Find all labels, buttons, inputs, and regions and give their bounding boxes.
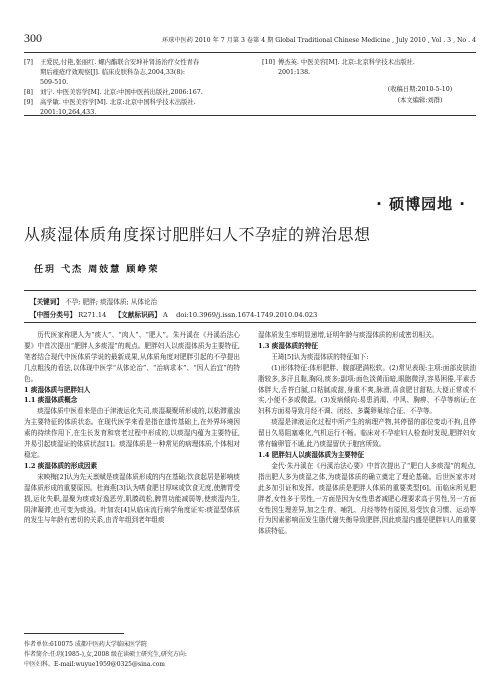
paragraph: 痰湿体质中医看来是由于津液运化失司,痰湿凝聚所形成的,以粘滞重浊为主要特征的体质状态。在现代医学来看是指在遗传基础上,在外界环境因素的持续作用下,在生长发育和衰老过程中形成的,以痰湿内蕴为主要特征,并易引起痰湿证的体质状态[1]。痰湿体质是一种常见的病理体质,个体相对稳定。 — [24, 407, 240, 459]
editor-note: (本文编辑:刘群) — [397, 97, 443, 104]
references-left — [24, 58, 246, 118]
reference-number: [7] — [24, 59, 33, 66]
refs-end-rule — [24, 115, 476, 116]
header-rule — [24, 52, 476, 53]
footnote-line: 作者单位:610075 成都中医药大学临床医学院 — [24, 641, 147, 648]
footnotes — [24, 640, 244, 670]
keyword-top-rule — [24, 290, 476, 291]
reference-text — [278, 58, 476, 78]
clc-text: R271.14 — [78, 311, 107, 319]
section-heading-1: 1 痰湿体质与肥胖妇人 — [24, 385, 91, 394]
footnote-line: 作者简介:任玥(1985-),女,2008 级在读硕士研究生,研究方向: — [24, 651, 187, 658]
reference-line: 王爱民,付艳,张丽红. 螺内酯联合安坤补肾汤治疗女性青春 — [40, 59, 200, 66]
paragraph: 历代医家称肥人为“痰人”、“肉人”、“肥人”。朱丹溪在《丹溪治法心要》中首次提出“肥胖人多痰湿”的观点。肥胖妇人以痰湿体质为主要特征,笔者结合现代中医体质学说的最新成果,从体质角度对肥胖引起的不孕提出几点粗浅的看法,以体现中医学“从体论治”、“治病求本”、“因人治宜”的特色。 — [24, 331, 240, 383]
reference-line: 高学敏. 中医美容学[M]. 北京:北京中国科学技术出版社. — [40, 99, 196, 106]
page-number: 300 — [24, 31, 42, 45]
code-label: 【文献标识码】 — [114, 311, 161, 319]
reference-line: 傅杰英. 中医美容[M]. 北京:北京科学技术出版社. — [278, 59, 415, 66]
keyword-row — [30, 296, 157, 306]
reference-number: [10] — [262, 59, 275, 66]
section-heading-2: 1.1 痰湿体质概念 — [24, 396, 78, 405]
reference-item — [24, 88, 246, 98]
reference-number: [8] — [24, 89, 33, 96]
article-title: 从痰湿体质角度探讨肥胖妇人不孕症的辨治思想 — [24, 225, 371, 244]
article-authors: 任玥 弋杰 周妓慧 顾峥荣 — [34, 265, 160, 275]
reference-text — [40, 58, 246, 88]
reference-item — [262, 58, 476, 78]
reference-number: [9] — [24, 99, 33, 106]
body-right-column — [258, 330, 476, 537]
keyword-text: 不孕; 肥胖; 痰湿体质; 从体论治 — [65, 298, 158, 306]
reference-line: 2001:138. — [278, 69, 311, 76]
doi-text: doi:10.3969/j.issn.1674-1749.2010.04.023 — [176, 311, 318, 319]
paragraph: 金代·朱丹溪在《丹溪治法心要》中首次提出了“肥白人多痰湿”的观点,指出肥人多为痰湿之体,为痰湿体质的确立奠定了理论基础。后世医家亦对此多加引证和发挥。痰湿体质是肥胖人体质的重要类型[6]。而临床所见肥胖者,女性多于男性,一方面是因为女性患者减肥心理要求高于男性,另一方面女性因生理差异,加之生育、哺乳、月经等特有原因,易受饮食习惯、运动等行为因素影响而发生脂代谢失衡导致肥胖,因此痰湿内盛是肥胖妇人的重要体质特征。 — [258, 461, 476, 536]
reference-line: 期后痤疮疗效观察[J]. 临床皮肤科杂志,2004,33(8): — [40, 69, 185, 76]
paragraph-continued: 湿体质发生率明显递增,证明年龄与痰湿体质的形成密切相关。 — [258, 331, 439, 339]
references-right — [262, 58, 476, 78]
paragraph: 宋映梅[2]认为先天禀赋是痰湿体质形成的内在基础;饮食起居是影响痰湿体质形成的重要原因。杜海燕[3]认为嗜食肥甘厚味或饮食无度,使脾胃受损,运化失职,湿聚为痰或好逸恶劳,肌腠疏松,脾胃功能减弱等,使痰湿内生,阴津凝滞,也可变为痰浊。叶加农[4]从临床流行病学角度证实:痰湿型体质的发生与年龄有密切的关系,由青年组到老年组痰 — [24, 472, 240, 525]
page-header — [24, 31, 476, 48]
footnote-line: 中医妇科。E-mail:wuyue1959@0325@sina.com — [24, 661, 165, 668]
keyword-bottom-rule — [24, 322, 476, 323]
code-text: A — [162, 311, 168, 319]
section-heading-2: 1.2 痰湿体质的形成因素 — [24, 461, 98, 470]
clc-label: 【中图分类号】 — [30, 311, 77, 319]
reference-line: 509-510. — [40, 79, 69, 86]
article-dates — [378, 84, 462, 106]
reference-item — [24, 58, 246, 88]
keyword-label: 【关键词】 — [30, 298, 63, 306]
paragraph: (1)形体特征:体形肥胖、腹部肥满松软。(2)常见表现:主项:面部皮肤油脂较多,多汗且黏,胸闷,痰多;副项:面色淡黄而暗,眼胞微浮,容易困倦,平素舌体胖大,舌苔白腻,口粘腻或甜,身重不爽,脉滑,喜食肥甘甜粘,大便正常或不实,小便不多或微混。(3)发病倾向:易患消渴、中风、胸痹、不孕等病证;在妇科方面易导致月经不调、闭经、多囊卵巢综合征、不孕等。 — [258, 363, 476, 416]
running-head: 环球中医药 2010 年 7 月第 3 卷第 4 期 Global Traditional Chinese Medicine , July 2010 , Vol . 3 , No . 4 — [161, 37, 476, 44]
footnote-rule — [24, 633, 124, 634]
reference-text — [40, 88, 246, 98]
reference-line: 2001:10,264,433. — [40, 109, 97, 116]
section-heading-2: 1.3 痰湿体质的特征 — [258, 341, 318, 350]
body-left-column — [24, 330, 240, 526]
classification-row — [30, 309, 317, 319]
paragraph: 王琦[5]认为痰湿体质的特征如下: — [271, 352, 369, 361]
reference-line: 刘宁. 中医美容学[M]. 北京:中国中医药出版社,2006:167. — [40, 89, 203, 96]
received-date: (收稿日期:2010-5-10) — [387, 86, 453, 93]
section-heading: · 硕博园地 · — [376, 195, 466, 213]
keyword-box — [24, 292, 476, 322]
section-heading-2: 1.4 肥胖妇人以痰湿体质为主要特征 — [258, 450, 365, 459]
paragraph: 痰湿是津液运化过程中所产生的病理产物,其停留的部位变动不拘,且停留日久易阻塞难化,气机运行不畅。临床对不孕症妇人检查时发现,肥胖妇女常有输卵管不通,此乃痰湿留伏于胞宫所致。 — [258, 418, 476, 449]
